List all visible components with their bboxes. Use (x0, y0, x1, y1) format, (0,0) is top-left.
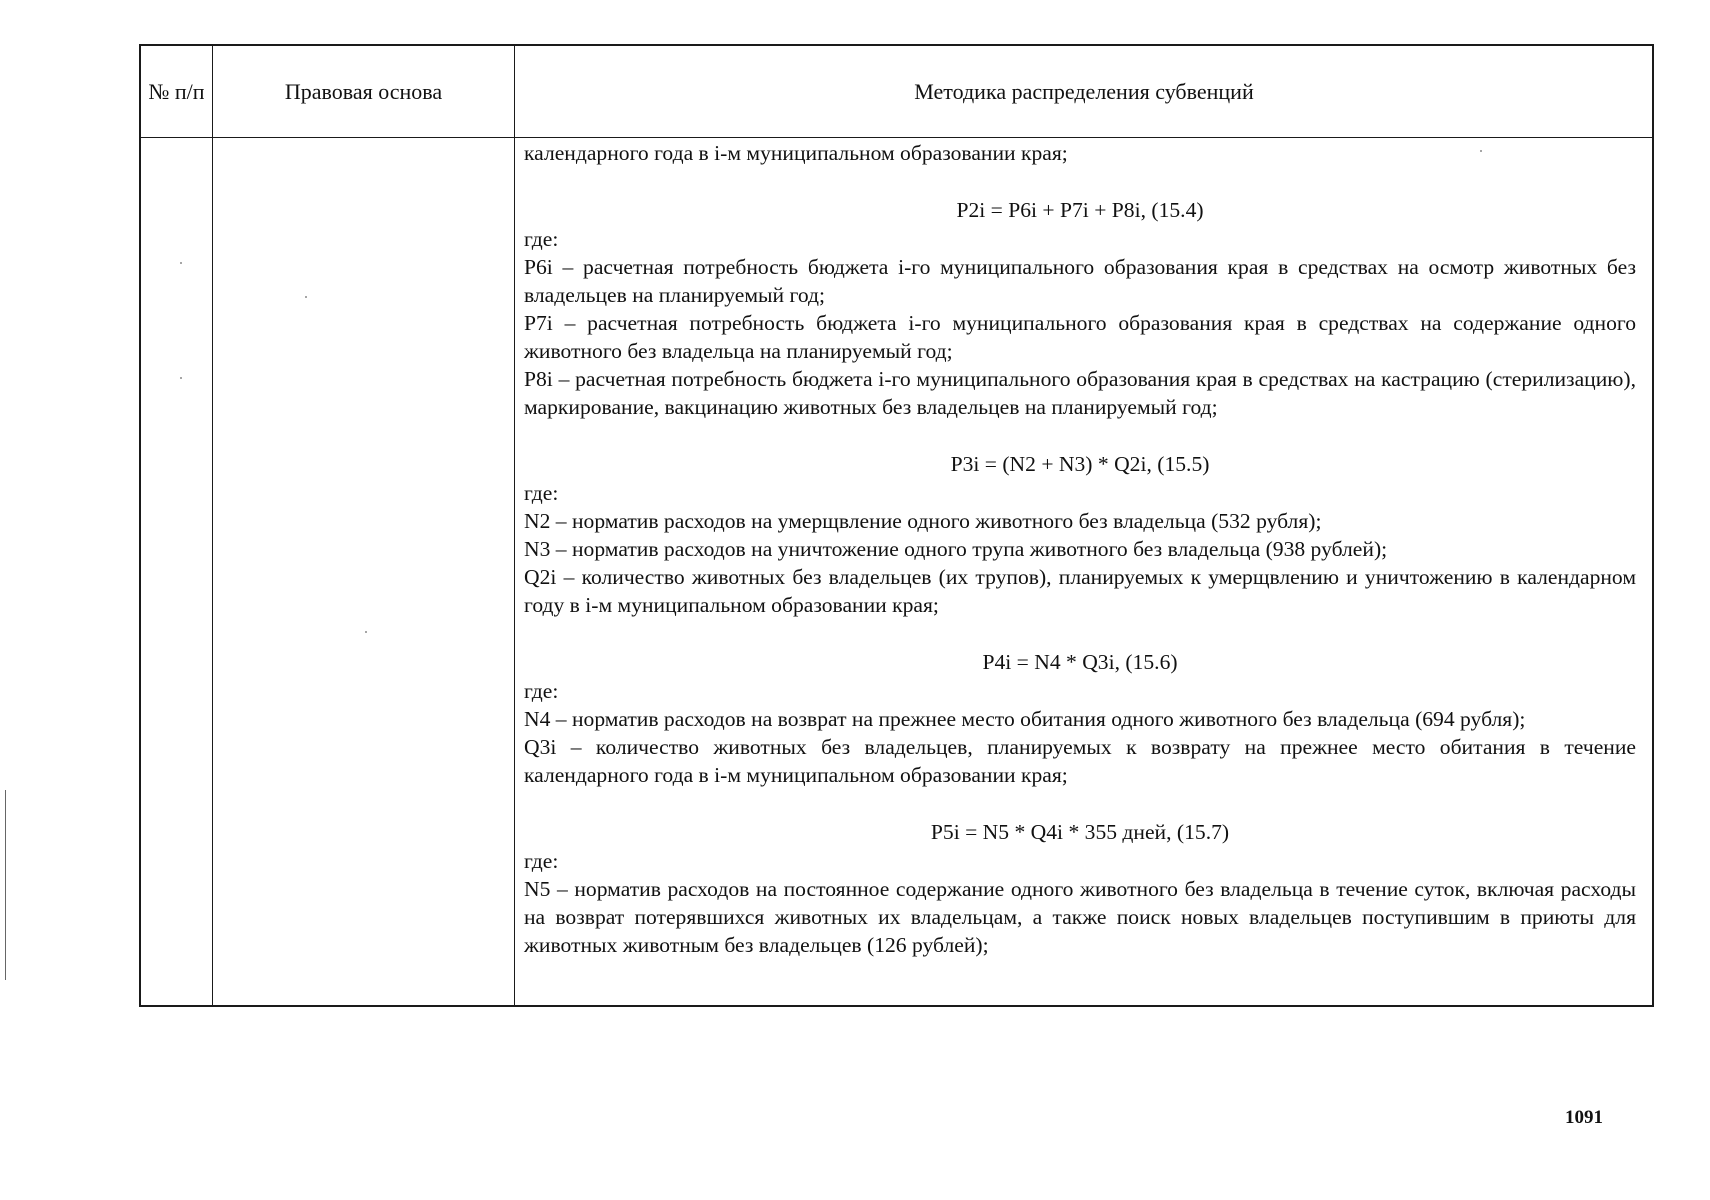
definition-p8i: P8i – расчетная потребность бюджета i-го муниципального образования края в средствах на кастрацию (стерилизацию), маркирование, вакцинацию животных без владельцев на планируемый год; (524, 367, 1636, 419)
header-methodology: Методика распределения субвенций (914, 79, 1254, 104)
definition-p7i: P7i – расчетная потребность бюджета i-го муниципального образования края в средствах на содержание одного животного без владельца на планируемый год; (524, 311, 1636, 363)
header-number: № п/п (148, 79, 205, 104)
definition-q2i: Q2i – количество животных без владельцев (их трупов), планируемых к умерщвлению и уничтожению в календарном году в i-м муниципальном образовании края; (524, 565, 1636, 617)
header-legal-basis: Правовая основа (284, 79, 443, 104)
where-label: где: (524, 481, 559, 505)
column-divider (514, 46, 515, 1005)
definition-n5: N5 – норматив расходов на постоянное содержание одного животного без владельца в течение суток, включая расходы на возврат потерявшихся животных их владельцам, а также поиск новых владельцев поступившим в приюты для животных животным без владельцев (126 рублей); (524, 877, 1636, 957)
column-divider (212, 46, 213, 1005)
where-label: где: (524, 227, 559, 251)
methodology-text (524, 139, 1636, 959)
header-divider (141, 137, 1652, 138)
formula-15-6: P4i = N4 * Q3i, (15.6) (982, 650, 1178, 674)
where-label: где: (524, 849, 559, 873)
definition-n3: N3 – норматив расходов на уничтожение одного трупа животного без владельца (938 рублей); (524, 537, 1388, 561)
definition-q3i: Q3i – количество животных без владельцев, планируемых к возврату на прежнее место обитания в течение календарного года в i-м муниципальном образовании края; (524, 735, 1636, 787)
definition-n2: N2 – норматив расходов на умерщвление одного животного без владельца (532 рубля); (524, 509, 1322, 533)
formula-15-5: P3i = (N2 + N3) * Q2i, (15.5) (950, 452, 1210, 476)
formula-15-7: P5i = N5 * Q4i * 355 дней, (15.7) (930, 820, 1230, 844)
where-label: где: (524, 679, 559, 703)
definition-p6i: P6i – расчетная потребность бюджета i-го муниципального образования края в средствах на осмотр животных без владельцев на планируемый год; (524, 255, 1636, 307)
scan-edge-mark (5, 790, 6, 980)
definition-n4: N4 – норматив расходов на возврат на прежнее место обитания одного животного без владельца (694 рубля); (524, 707, 1526, 731)
page-number: 1091 (1565, 1107, 1603, 1128)
formula-15-4: P2i = P6i + P7i + P8i, (15.4) (956, 198, 1204, 222)
paragraph-continuation: календарного года в i-м муниципальном образовании края; (524, 141, 1068, 165)
